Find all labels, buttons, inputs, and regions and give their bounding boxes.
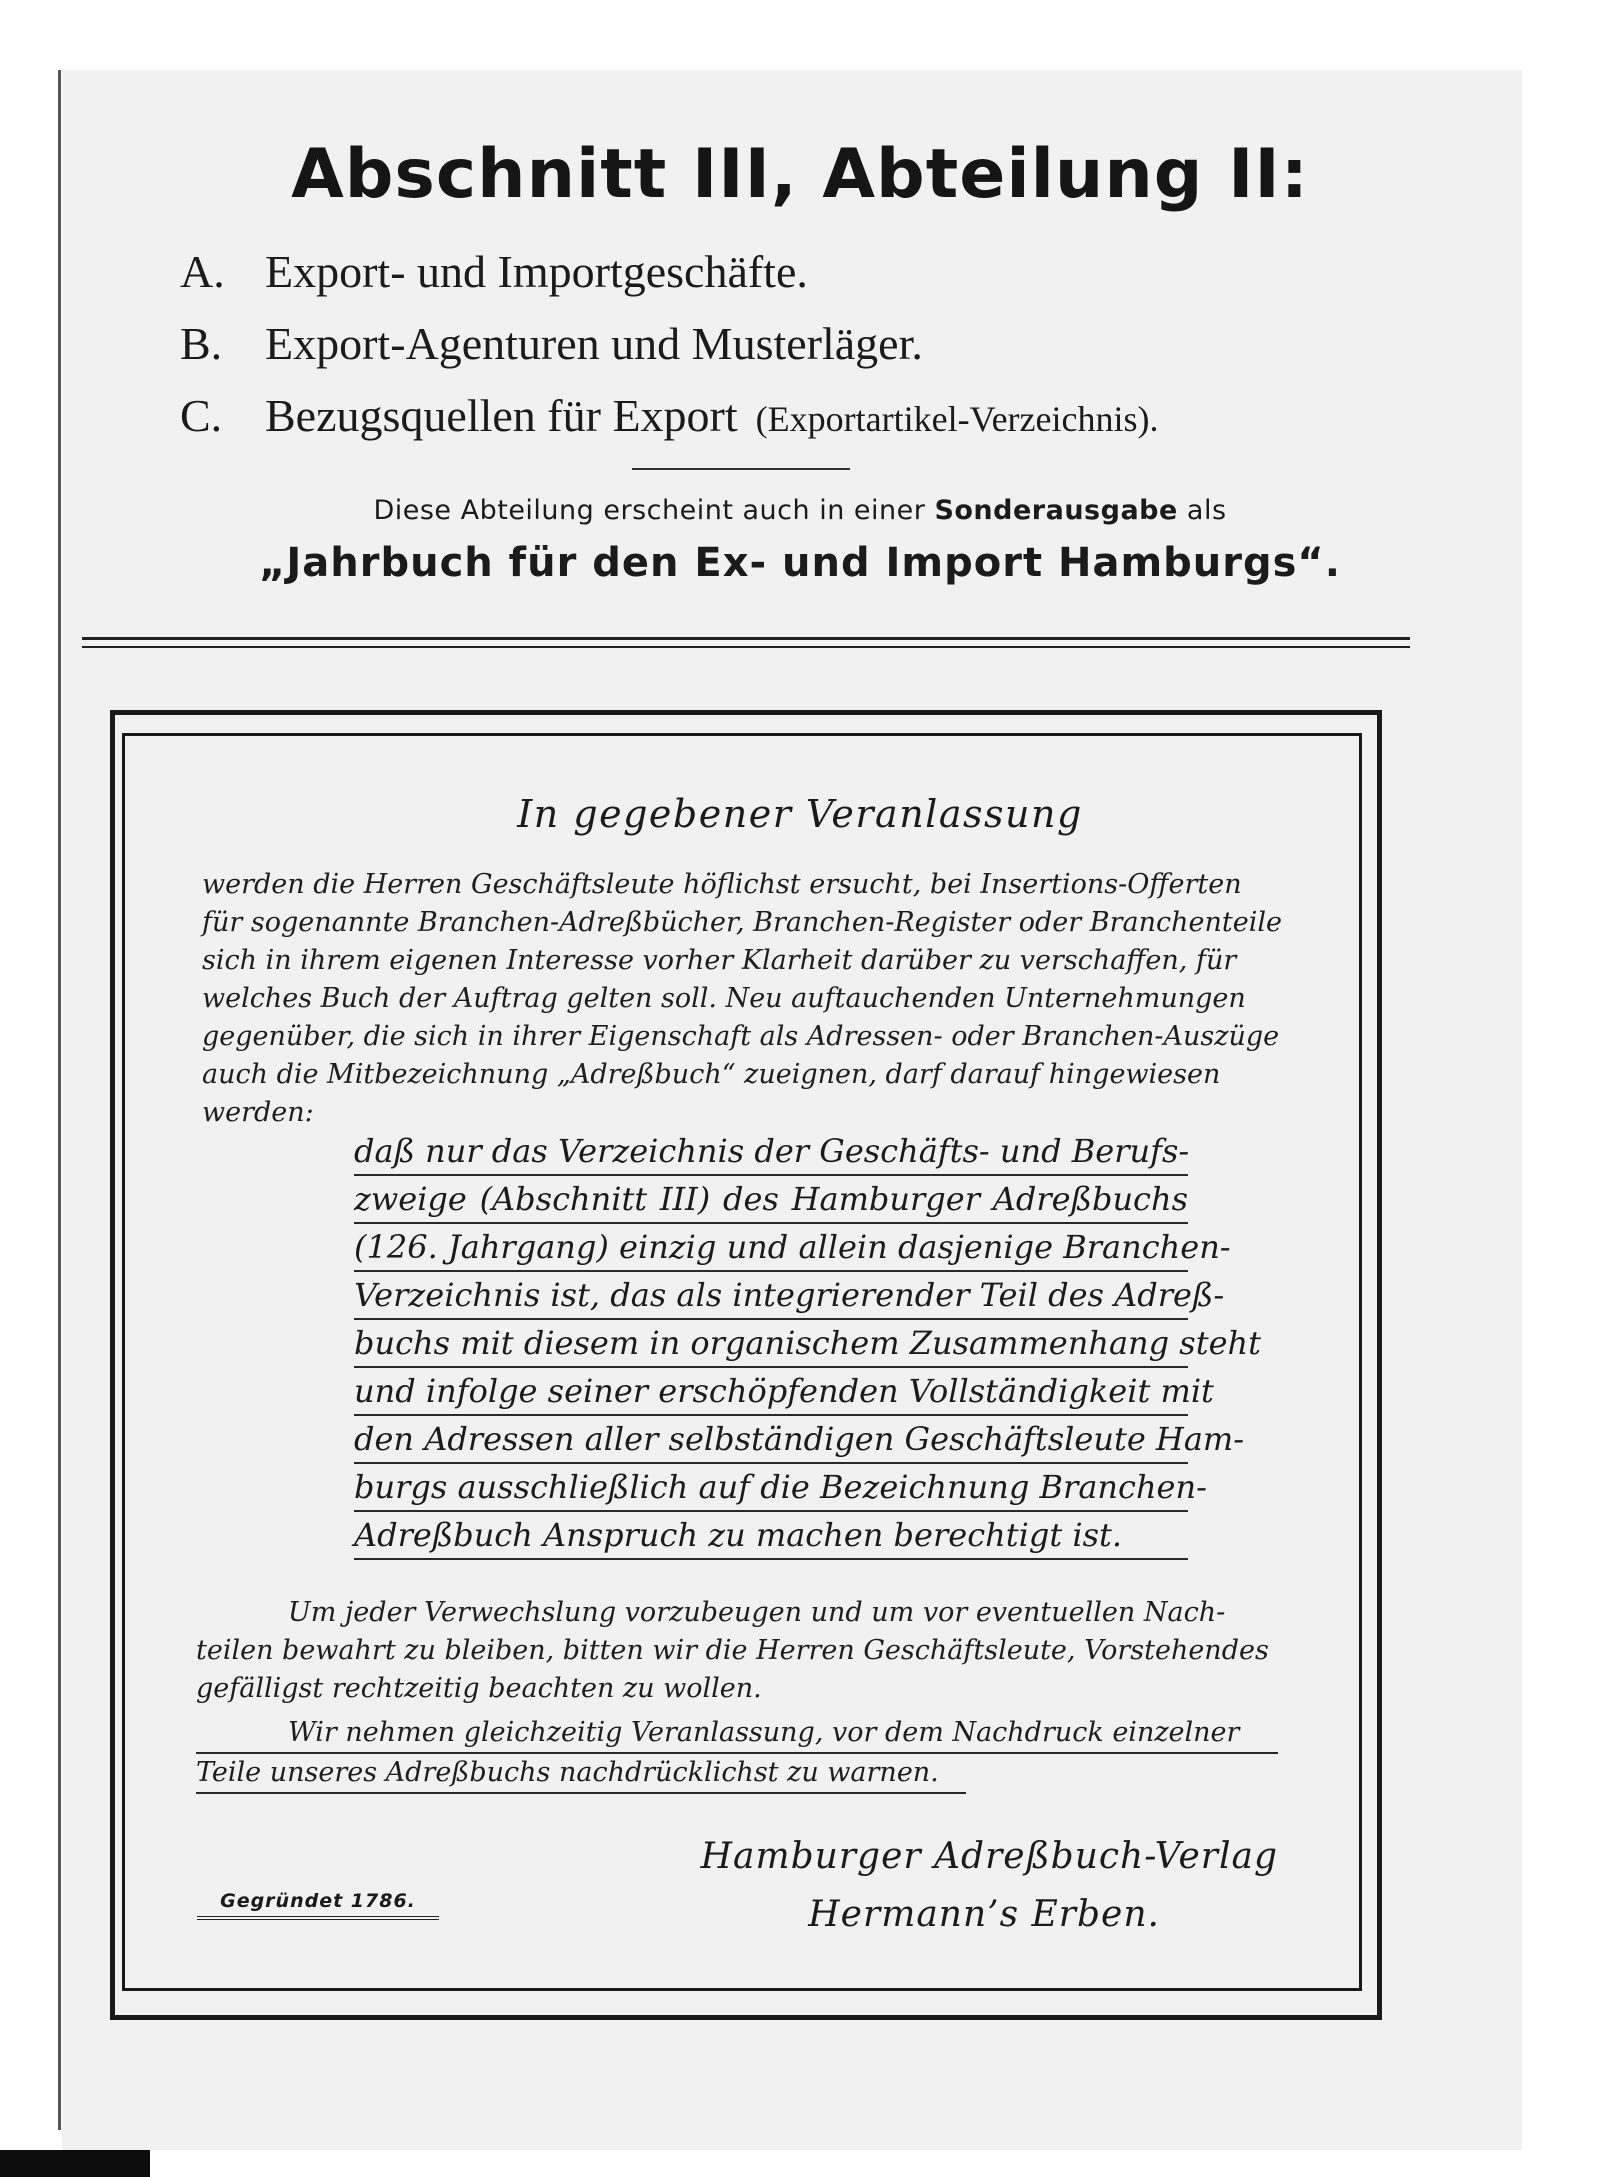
clause-line: daß nur das Verzeichnis der Geschäfts- und Berufs-	[354, 1128, 1188, 1176]
notice-heading: In gegebener Veranlassung	[517, 792, 1083, 836]
intro-line: werden:	[202, 1097, 314, 1128]
clause-line: Adreßbuch Anspruch zu machen berechtigt ist.	[354, 1512, 1188, 1560]
notice-before: Diese Abteilung erscheint auch in einer	[373, 495, 926, 526]
intro-line: werden die Herren Geschäftsleute höflichst ersucht, bei Insertions-Offerten	[202, 869, 1242, 900]
outro-line: teilen bewahrt zu bleiben, bitten wir die Herren Geschäftsleute, Vorstehendes	[196, 1635, 1269, 1666]
clause-line: Verzeichnis ist, das als integrierender Teil des Adreß-	[354, 1272, 1188, 1320]
warning-line: Teile unseres Adreßbuchs nachdrücklichst zu warnen.	[196, 1754, 966, 1794]
short-divider	[632, 468, 850, 470]
notice-after: als	[1186, 495, 1227, 526]
notice-bold: Sonderausgabe	[934, 495, 1178, 526]
section-text: Export- und Importgeschäfte.	[265, 246, 808, 297]
underlined-clause	[354, 1128, 1261, 1560]
intro-paragraph	[202, 866, 1282, 1132]
section-letter: B.	[180, 318, 223, 369]
section-list	[180, 245, 1158, 461]
edition-notice	[0, 495, 1600, 526]
section-item-b	[180, 317, 1158, 389]
clause-line: buchs mit diesem in organischem Zusammenhang steht	[354, 1320, 1188, 1368]
clause-line: (126. Jahrgang) einzig und allein dasjenige Branchen-	[354, 1224, 1188, 1272]
outro-paragraph	[196, 1594, 1278, 1708]
warning-line: Wir nehmen gleichzeitig Veranlassung, vor dem Nachdruck einzelner	[196, 1714, 1278, 1754]
section-note: (Exportartikel-Verzeichnis).	[755, 399, 1159, 439]
reprint-warning	[196, 1714, 1278, 1794]
intro-line: auch die Mitbezeichnung „Adreßbuch“ zueignen, darf darauf hingewiesen	[202, 1059, 1221, 1090]
founded-note: Gegründet 1786.	[197, 1890, 439, 1920]
publisher-name: Hamburger Adreßbuch-Verlag	[700, 1836, 1278, 1877]
clause-line: zweige (Abschnitt III) des Hamburger Adreßbuchs	[354, 1176, 1188, 1224]
scan-corner-shadow	[0, 2150, 150, 2177]
intro-line: welches Buch der Auftrag gelten soll. Neu auftauchenden Unternehmungen	[202, 983, 1246, 1014]
publisher-signature	[701, 1828, 1278, 1944]
section-letter: A.	[180, 246, 225, 297]
outro-line: Um jeder Verwechslung vorzubeugen und um vor eventuellen Nach-	[288, 1597, 1226, 1628]
section-divider	[82, 637, 1410, 648]
publisher-heirs: Hermann’s Erben.	[808, 1894, 1160, 1935]
page-spine-edge	[58, 70, 61, 2130]
intro-line: sich in ihrem eigenen Interesse vorher Klarheit darüber zu verschaffen, für	[202, 945, 1237, 976]
page-title: Abschnitt III, Abteilung II:	[291, 135, 1309, 214]
section-letter: C.	[180, 390, 223, 441]
section-text: Export-Agenturen und Musterläger.	[265, 318, 923, 369]
intro-line: gegenüber, die sich in ihrer Eigenschaft als Adressen- oder Branchen-Auszüge	[202, 1021, 1280, 1052]
section-item-c	[180, 389, 1158, 461]
intro-line: für sogenannte Branchen-Adreßbücher, Branchen-Register oder Branchenteile	[202, 907, 1282, 938]
outro-line: gefälligst rechtzeitig beachten zu wollen.	[196, 1673, 762, 1704]
section-item-a	[180, 245, 1158, 317]
clause-line: und infolge seiner erschöpfenden Vollständigkeit mit	[354, 1368, 1188, 1416]
jahrbuch-title: „Jahrbuch für den Ex- und Import Hamburgs“.	[259, 540, 1341, 586]
section-text: Bezugsquellen für Export	[265, 390, 738, 441]
clause-line: burgs ausschließlich auf die Bezeichnung Branchen-	[354, 1464, 1188, 1512]
clause-line: den Adressen aller selbständigen Geschäftsleute Ham-	[354, 1416, 1188, 1464]
